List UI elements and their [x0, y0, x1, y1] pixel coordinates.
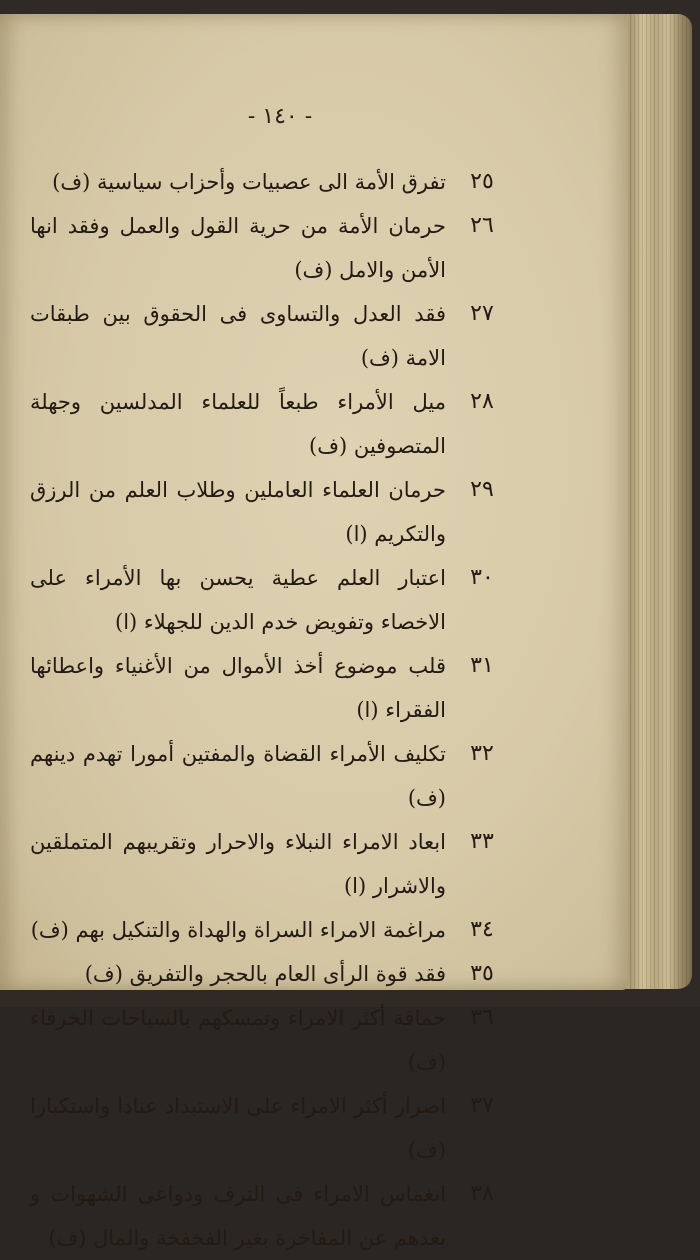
entry-text: فقد قوة الرأى العام بالحجر والتفريق (ف) — [84, 962, 446, 986]
entry-text: ميل الأمراء طبعاً للعلماء المدلسين وجهلة المتصوفين (ف) — [30, 390, 446, 458]
entry-text: حماقة أكثر الامراء وتمسكهم بالسياحات الخرقاء (ف) — [30, 1006, 446, 1074]
entry-number: ٣٠ — [470, 565, 494, 590]
entry-number: ٣٧ — [470, 1093, 494, 1118]
entry-text: مراغمة الامراء السراة والهداة والتنكيل بهم (ف) — [30, 918, 446, 942]
list-item — [30, 1172, 494, 1260]
entry-number: ٣٢ — [470, 741, 494, 766]
entry-number: ٣١ — [470, 653, 494, 678]
list-item — [30, 820, 494, 908]
list-item — [30, 160, 494, 204]
list-item — [30, 380, 494, 468]
entry-text: فقد العدل والتساوى فى الحقوق بين طبقات الامة (ف) — [30, 302, 446, 370]
entry-number: ٢٦ — [470, 213, 494, 238]
entry-number: ٣٨ — [470, 1181, 494, 1206]
entry-text: تكليف الأمراء القضاة والمفتين أمورا تهدم دينهم (ف) — [30, 742, 446, 810]
list-item — [30, 468, 494, 556]
entry-text: اعتبار العلم عطية يحسن بها الأمراء على الاخصاء وتفويض خدم الدين للجهلاء (ا) — [30, 566, 446, 634]
entry-text: اصرار أكثر الامراء على الاستبداد عنادا واستكبارا (ف) — [30, 1094, 446, 1162]
entry-number: ٣٣ — [470, 829, 494, 854]
entry-number: ٢٥ — [470, 169, 494, 194]
entry-number: ٣٤ — [470, 917, 494, 942]
entry-text: تفرق الأمة الى عصبيات وأحزاب سياسية (ف) — [52, 170, 446, 194]
book-page — [0, 14, 628, 1250]
entry-number: ٢٩ — [470, 477, 494, 502]
list-item — [30, 556, 494, 644]
entry-text: حرمان العلماء العاملين وطلاب العلم من الرزق والتكريم (ا) — [30, 478, 446, 546]
list-item — [30, 1084, 494, 1172]
list-item — [30, 908, 494, 952]
entry-number: ٢٧ — [470, 301, 494, 326]
list-item — [30, 292, 494, 380]
entry-text: ابعاد الامراء النبلاء والاحرار وتقريبهم المتملقين والاشرار (ا) — [30, 830, 446, 898]
list-item — [30, 732, 494, 820]
entry-number: ٣٥ — [470, 961, 494, 986]
entry-text: حرمان الأمة من حرية القول والعمل وفقد انها الأمن والامل (ف) — [30, 214, 446, 282]
entry-text: قلب موضوع أخذ الأموال من الأغنياء واعطائها الفقراء (ا) — [30, 654, 446, 722]
entry-text: انغماس الامراء فى الترف ودواعى الشهوات و بعدهم عن المفاخرة بغير الفخفخة والمال (ف) — [30, 1182, 446, 1250]
list-item — [30, 644, 494, 732]
entry-number: ٢٨ — [470, 389, 494, 414]
list-item — [30, 204, 494, 292]
page-number: - ١٤٠ - — [247, 104, 313, 129]
list-item — [30, 952, 494, 996]
list-item — [30, 996, 494, 1084]
entry-number: ٣٦ — [470, 1005, 494, 1030]
entry-list — [30, 160, 494, 1260]
